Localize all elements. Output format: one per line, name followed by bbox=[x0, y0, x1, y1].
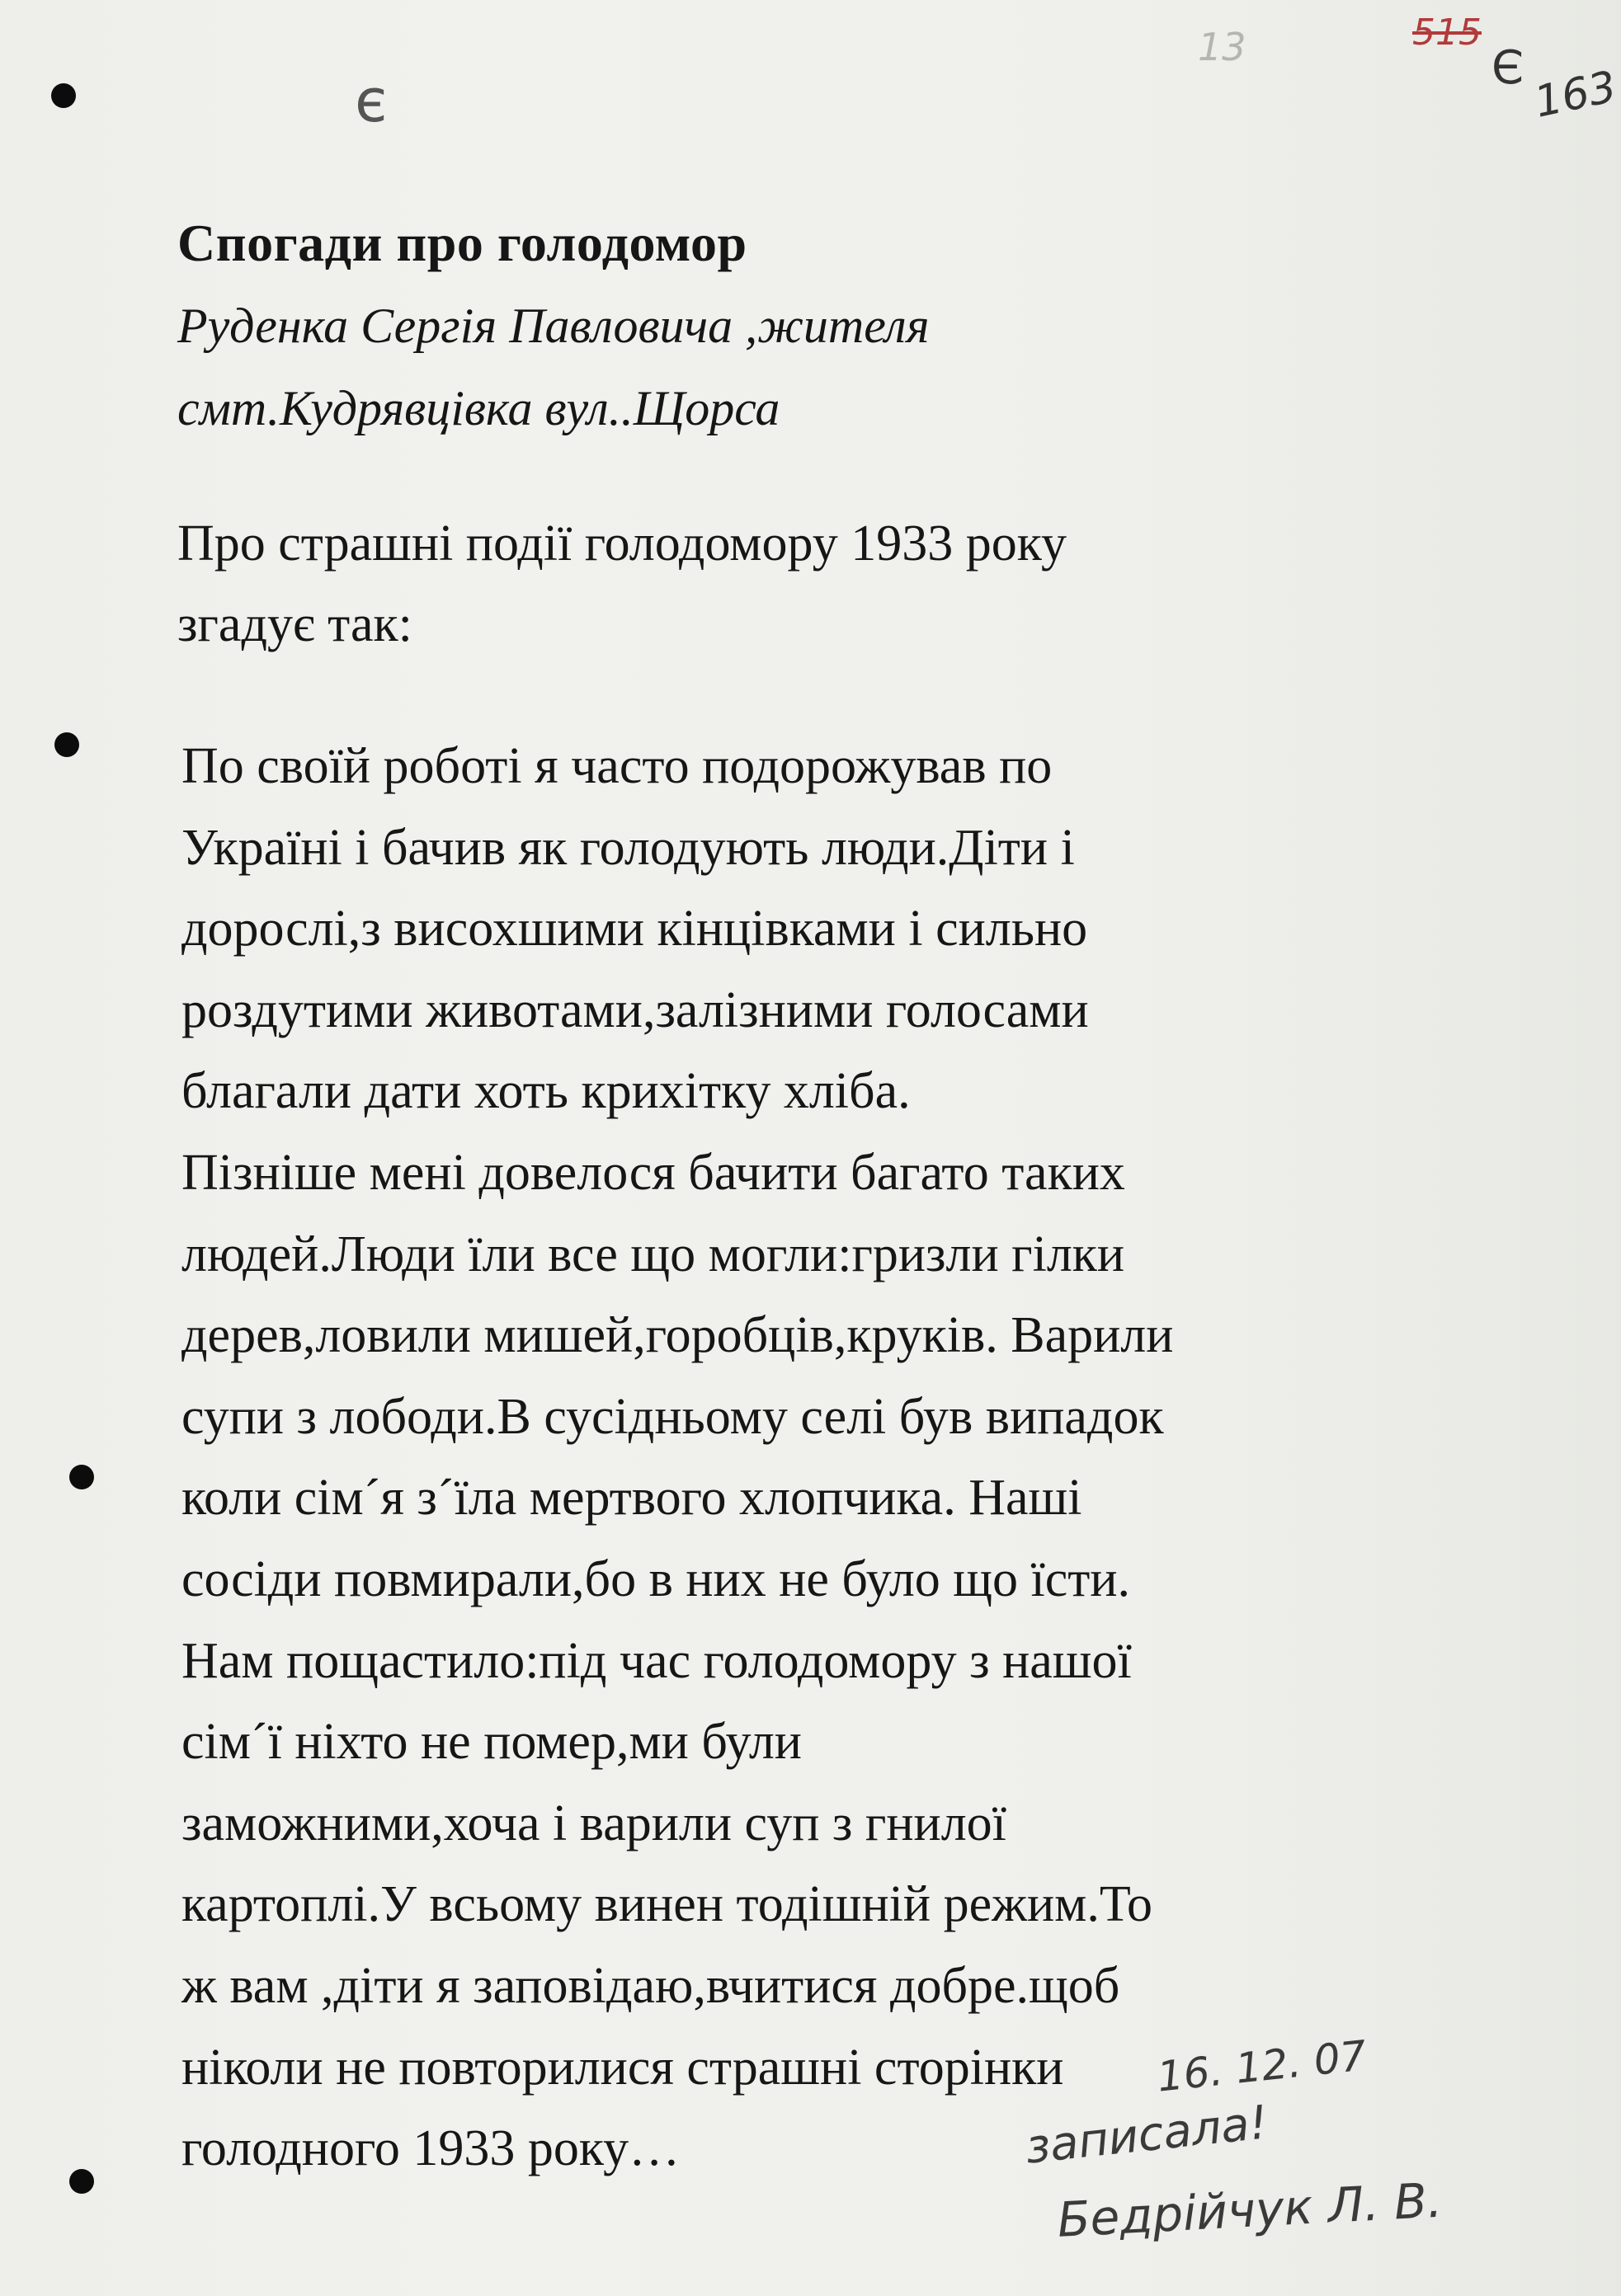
body-line: дерев,ловили мишей,горобців,круків. Варили bbox=[181, 1307, 1174, 1364]
body-line: картоплі.У всьому винен тодішній режим.То bbox=[181, 1876, 1153, 1933]
note-recorded-label: записала! bbox=[1023, 2096, 1270, 2175]
note-date: 16. 12. 07 bbox=[1155, 2031, 1369, 2101]
body-line: голодного 1933 року… bbox=[181, 2120, 681, 2177]
sheet-number: 163 bbox=[1530, 62, 1621, 128]
archive-number: 515 bbox=[1412, 12, 1482, 54]
body-line: людей.Люди їли все що могли:гризли гілки bbox=[181, 1226, 1125, 1282]
body-line: супи з лободи.В сусідньому селі був випадок bbox=[181, 1388, 1164, 1445]
testimony-paragraph bbox=[181, 726, 1173, 2190]
body-line: ж вам ,діти я заповідаю,вчитися добре.щоб bbox=[181, 1957, 1120, 2014]
subtitle-block bbox=[177, 285, 929, 449]
intro-line: згадує так: bbox=[177, 596, 412, 652]
subtitle-line: смт.Кудрявцівка вул..Щорса bbox=[177, 381, 780, 435]
punch-hole-1 bbox=[51, 83, 76, 108]
body-line: Україні і бачив як голодують люди.Діти і bbox=[181, 819, 1075, 876]
intro-line: Про страшні події голодомору 1933 року bbox=[177, 515, 1067, 572]
body-line: Нам пощастило:під час голодомору з нашої bbox=[181, 1632, 1132, 1689]
intro-paragraph bbox=[177, 503, 1067, 665]
top-left-handwritten-mark: є bbox=[355, 66, 388, 135]
archive-letter: Є bbox=[1491, 41, 1524, 95]
punch-hole-2 bbox=[54, 732, 79, 757]
body-line: коли сім´я з´їла мертвого хлопчика. Наші bbox=[181, 1470, 1082, 1527]
body-line: роздутими животами,залізними голосами bbox=[181, 981, 1089, 1038]
top-center-handwritten-mark: 13 bbox=[1198, 25, 1246, 69]
body-line: заможними,хоча і варили суп з гнилої bbox=[181, 1795, 1006, 1851]
punch-hole-4 bbox=[69, 2169, 94, 2194]
body-line: благали дати хоть крихітку хліба. bbox=[181, 1063, 911, 1120]
body-line: сосіди повмирали,бо в них не було що їсти. bbox=[181, 1550, 1131, 1607]
body-line: Пізніше мені довелося бачити багато таких bbox=[181, 1144, 1125, 1201]
body-line: сім´ї ніхто не помер,ми були bbox=[181, 1714, 802, 1771]
subtitle-line: Руденка Сергія Павловича ,жителя bbox=[177, 299, 930, 353]
recording-note bbox=[1015, 2031, 1510, 2268]
punch-hole-3 bbox=[69, 1465, 94, 1489]
body-line: По своїй роботі я часто подорожував по bbox=[181, 738, 1053, 794]
note-recorder-name: Бедрійчук Л. В. bbox=[1056, 2171, 1444, 2248]
body-line: ніколи не повторилися страшні сторінки bbox=[181, 2039, 1064, 2096]
document-title: Спогади про голодомор bbox=[177, 214, 747, 272]
body-line: дорослі,з висохшими кінцівками і сильно bbox=[181, 901, 1088, 957]
